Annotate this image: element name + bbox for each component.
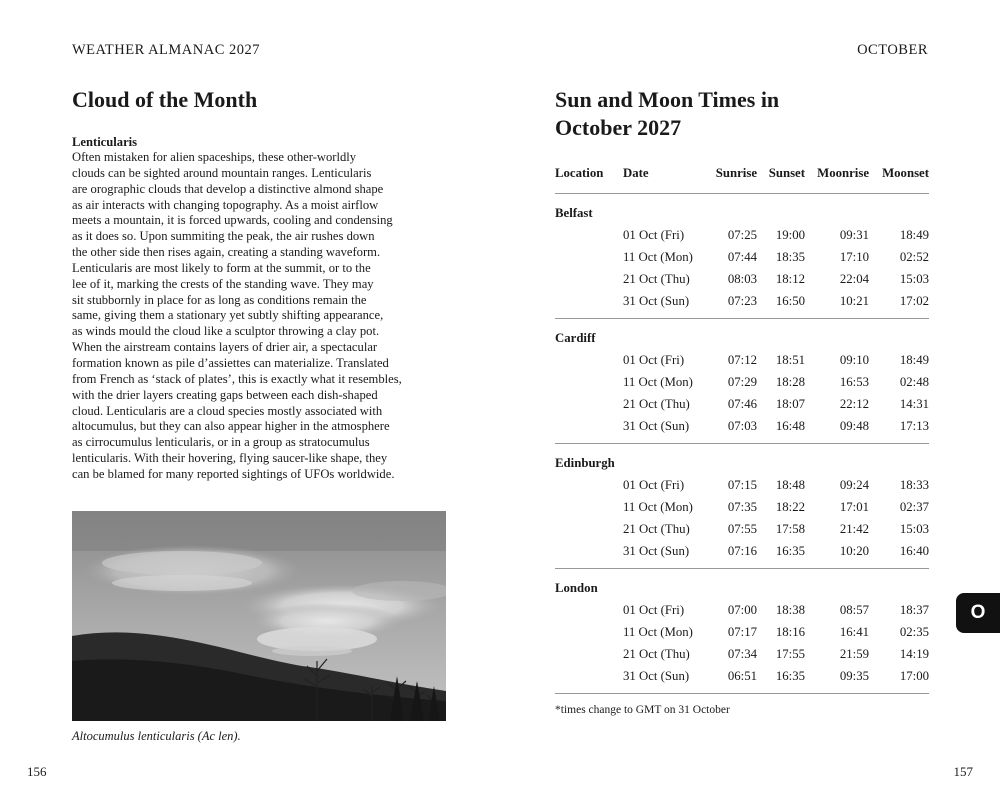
article-body-line: as winds mould the cloud like a sculptor throwing a clay pot. <box>72 324 380 339</box>
moonrise-cell: 09:31 <box>839 227 869 242</box>
sunset-cell: 18:12 <box>775 271 805 286</box>
moonrise-cell: 16:41 <box>839 624 869 639</box>
table-row <box>555 665 929 687</box>
article-body-line: from French as ‘stack of plates’, this is exactly what it resembles, <box>72 371 402 386</box>
article-body-line: as it does so. Upon summiting the peak, the air rushes down <box>72 229 375 244</box>
date-cell: 31 Oct (Sun) <box>623 293 690 308</box>
table-row <box>555 268 929 290</box>
date-cell: 01 Oct (Fri) <box>623 227 685 242</box>
table-header-row <box>555 166 929 194</box>
date-cell: 01 Oct (Fri) <box>623 477 685 492</box>
header-moonrise: Moonrise <box>805 166 869 194</box>
sunrise-cell: 07:23 <box>727 293 757 308</box>
section-divider <box>555 687 929 694</box>
table-row <box>555 474 929 496</box>
article-subtitle: Lenticularis <box>72 135 138 149</box>
sunrise-cell: 07:29 <box>727 374 757 389</box>
sunset-cell: 18:51 <box>775 352 805 367</box>
location-spacer-cell <box>555 224 623 246</box>
sunset-cell: 16:35 <box>775 668 805 683</box>
sunset-cell: 16:50 <box>775 293 805 308</box>
table-title-line1: Sun and Moon Times in <box>555 87 780 112</box>
moonrise-cell: 21:59 <box>839 646 869 661</box>
location-name: Edinburgh <box>555 455 615 470</box>
sunrise-cell: 07:00 <box>727 602 757 617</box>
date-cell: 11 Oct (Mon) <box>623 374 693 389</box>
sunrise-cell: 07:44 <box>727 249 757 264</box>
sunrise-cell: 07:03 <box>727 418 757 433</box>
month-thumb-tab: O <box>956 593 1000 633</box>
table-row <box>555 371 929 393</box>
location-spacer-cell <box>555 371 623 393</box>
moonrise-cell: 21:42 <box>839 521 869 536</box>
sun-moon-times-table <box>555 166 929 694</box>
table-row <box>555 415 929 437</box>
header-sunrise: Sunrise <box>705 166 757 194</box>
moonrise-cell: 16:53 <box>839 374 869 389</box>
header-location: Location <box>555 166 623 194</box>
table-row <box>555 290 929 312</box>
date-cell: 21 Oct (Thu) <box>623 271 690 286</box>
location-spacer-cell <box>555 349 623 371</box>
location-spacer-cell <box>555 246 623 268</box>
table-row <box>555 643 929 665</box>
article-body-line: the other side then rises again, creating a standing waveform. <box>72 245 381 260</box>
moonrise-cell: 09:24 <box>839 477 869 492</box>
location-spacer-cell <box>555 621 623 643</box>
date-cell: 11 Oct (Mon) <box>623 499 693 514</box>
date-cell: 31 Oct (Sun) <box>623 418 690 433</box>
article-body-line: same, giving them a stationary yet subtly shifting appearance, <box>72 308 384 323</box>
sunrise-cell: 07:17 <box>727 624 757 639</box>
moonset-cell: 15:03 <box>899 271 929 286</box>
sunset-cell: 18:35 <box>775 249 805 264</box>
article-body-line: as cirrocumulus lenticularis, or in a group as stratocumulus <box>72 435 370 450</box>
sunrise-cell: 07:35 <box>727 499 757 514</box>
date-cell: 01 Oct (Fri) <box>623 352 685 367</box>
moonrise-cell: 17:10 <box>839 249 869 264</box>
sunrise-cell: 06:51 <box>727 668 757 683</box>
sunset-cell: 18:07 <box>775 396 805 411</box>
left-page <box>72 86 448 744</box>
table-row <box>555 518 929 540</box>
moonset-cell: 16:40 <box>899 543 929 558</box>
moonset-cell: 18:33 <box>899 477 929 492</box>
article-body-line: When the airstream contains layers of drier air, a spectacular <box>72 340 378 355</box>
header-date: Date <box>623 166 705 194</box>
moonset-cell: 17:02 <box>899 293 929 308</box>
location-row <box>555 319 929 350</box>
moonset-cell: 18:49 <box>899 227 929 242</box>
sunrise-cell: 07:25 <box>727 227 757 242</box>
sunset-cell: 18:48 <box>775 477 805 492</box>
lenticular-cloud-photo <box>72 511 446 721</box>
article-body-line: meets a mountain, it is forced upwards, cooling and condensing <box>72 213 393 228</box>
moonset-cell: 02:35 <box>899 624 929 639</box>
location-spacer-cell <box>555 665 623 687</box>
location-name: Cardiff <box>555 330 596 345</box>
location-name: Belfast <box>555 205 593 220</box>
moonset-cell: 17:00 <box>899 668 929 683</box>
article-body-line: formation known as pile d’assiettes can materialize. Translated <box>72 355 389 370</box>
location-spacer-cell <box>555 393 623 415</box>
table-row <box>555 621 929 643</box>
location-spacer-cell <box>555 290 623 312</box>
article-body-line: with the drier layers creating gaps between each dish-shaped <box>72 387 378 402</box>
moonrise-cell: 08:57 <box>839 602 869 617</box>
date-cell: 31 Oct (Sun) <box>623 543 690 558</box>
moonset-cell: 18:49 <box>899 352 929 367</box>
sunrise-cell: 07:15 <box>727 477 757 492</box>
date-cell: 21 Oct (Thu) <box>623 646 690 661</box>
sunset-cell: 18:16 <box>775 624 805 639</box>
location-spacer-cell <box>555 415 623 437</box>
moonrise-cell: 09:48 <box>839 418 869 433</box>
sunset-cell: 19:00 <box>775 227 805 242</box>
divider-line <box>555 687 929 694</box>
table-row <box>555 349 929 371</box>
sunset-cell: 18:38 <box>775 602 805 617</box>
sunset-cell: 18:22 <box>775 499 805 514</box>
moonset-cell: 14:19 <box>899 646 929 661</box>
date-cell: 21 Oct (Thu) <box>623 396 690 411</box>
moonset-cell: 15:03 <box>899 521 929 536</box>
footnote: *times change to GMT on 31 October <box>555 704 730 716</box>
running-head-left: WEATHER ALMANAC 2027 <box>72 42 261 58</box>
page-number-right: 157 <box>953 764 973 779</box>
moonset-cell: 02:37 <box>899 499 929 514</box>
table-row <box>555 540 929 562</box>
sunset-cell: 16:35 <box>775 543 805 558</box>
table-row <box>555 224 929 246</box>
moonrise-cell: 09:35 <box>839 668 869 683</box>
moonrise-cell: 17:01 <box>839 499 869 514</box>
table-row <box>555 246 929 268</box>
sunrise-cell: 07:46 <box>727 396 757 411</box>
article-body <box>72 150 448 483</box>
location-spacer-cell <box>555 474 623 496</box>
table-row <box>555 393 929 415</box>
moonset-cell: 14:31 <box>899 396 929 411</box>
article-body-line: can be blamed for many reported sightings of UFOs worldwide. <box>72 466 395 481</box>
sunrise-cell: 07:16 <box>727 543 757 558</box>
table-row <box>555 496 929 518</box>
moonrise-cell: 22:12 <box>839 396 869 411</box>
page-number-left: 156 <box>27 764 47 779</box>
article-body-line: cloud. Lenticularis are a cloud species mostly associated with <box>72 403 383 418</box>
location-spacer-cell <box>555 518 623 540</box>
sunrise-cell: 07:34 <box>727 646 757 661</box>
table-title-line2: October 2027 <box>555 115 682 140</box>
date-cell: 31 Oct (Sun) <box>623 668 690 683</box>
sunset-cell: 18:28 <box>775 374 805 389</box>
moonset-cell: 17:13 <box>899 418 929 433</box>
article-body-line: clouds can be sighted around mountain ranges. Lenticularis <box>72 165 372 180</box>
date-cell: 01 Oct (Fri) <box>623 602 685 617</box>
article-body-line: lenticularis. With their hovering, flying saucer-like shape, they <box>72 451 388 466</box>
location-spacer-cell <box>555 540 623 562</box>
article-body-line: are orographic clouds that develop a distinctive almond shape <box>72 181 384 196</box>
running-head-right: OCTOBER <box>857 42 928 58</box>
moonrise-cell: 09:10 <box>839 352 869 367</box>
moonrise-cell: 22:04 <box>839 271 869 286</box>
sunset-cell: 17:58 <box>775 521 805 536</box>
table-body <box>555 194 929 694</box>
location-name: London <box>555 580 598 595</box>
article-body-line: as air interacts with changing topography. As a moist airflow <box>72 197 379 212</box>
location-spacer-cell <box>555 268 623 290</box>
location-row <box>555 194 929 225</box>
table-title <box>555 86 929 142</box>
moonset-cell: 02:48 <box>899 374 929 389</box>
location-row <box>555 444 929 475</box>
date-cell: 11 Oct (Mon) <box>623 249 693 264</box>
location-spacer-cell <box>555 643 623 665</box>
article-title: Cloud of the Month <box>72 87 258 112</box>
photo-caption: Altocumulus lenticularis (Ac len). <box>72 728 241 743</box>
sunrise-cell: 08:03 <box>727 271 757 286</box>
date-cell: 11 Oct (Mon) <box>623 624 693 639</box>
moonrise-cell: 10:21 <box>839 293 869 308</box>
date-cell: 21 Oct (Thu) <box>623 521 690 536</box>
location-row <box>555 569 929 600</box>
sunset-cell: 16:48 <box>775 418 805 433</box>
sunrise-cell: 07:55 <box>727 521 757 536</box>
header-moonset: Moonset <box>869 166 929 194</box>
moonset-cell: 18:37 <box>899 602 929 617</box>
article-body-line: sit stubbornly in place for as long as conditions remain the <box>72 292 367 307</box>
header-sunset: Sunset <box>757 166 805 194</box>
sunrise-cell: 07:12 <box>727 352 757 367</box>
right-page <box>555 86 929 716</box>
table-row <box>555 599 929 621</box>
article-body-line: lee of it, marking the crests of the standing wave. They may <box>72 276 374 291</box>
location-spacer-cell <box>555 599 623 621</box>
sunset-cell: 17:55 <box>775 646 805 661</box>
moonset-cell: 02:52 <box>899 249 929 264</box>
article-body-line: Often mistaken for alien spaceships, these other-worldly <box>72 150 357 164</box>
article-body-line: altocumulus, but they can also appear higher in the atmosphere <box>72 419 390 434</box>
article-body-line: Lenticularis are most likely to form at the summit, or to the <box>72 260 371 275</box>
moonrise-cell: 10:20 <box>839 543 869 558</box>
location-spacer-cell <box>555 496 623 518</box>
